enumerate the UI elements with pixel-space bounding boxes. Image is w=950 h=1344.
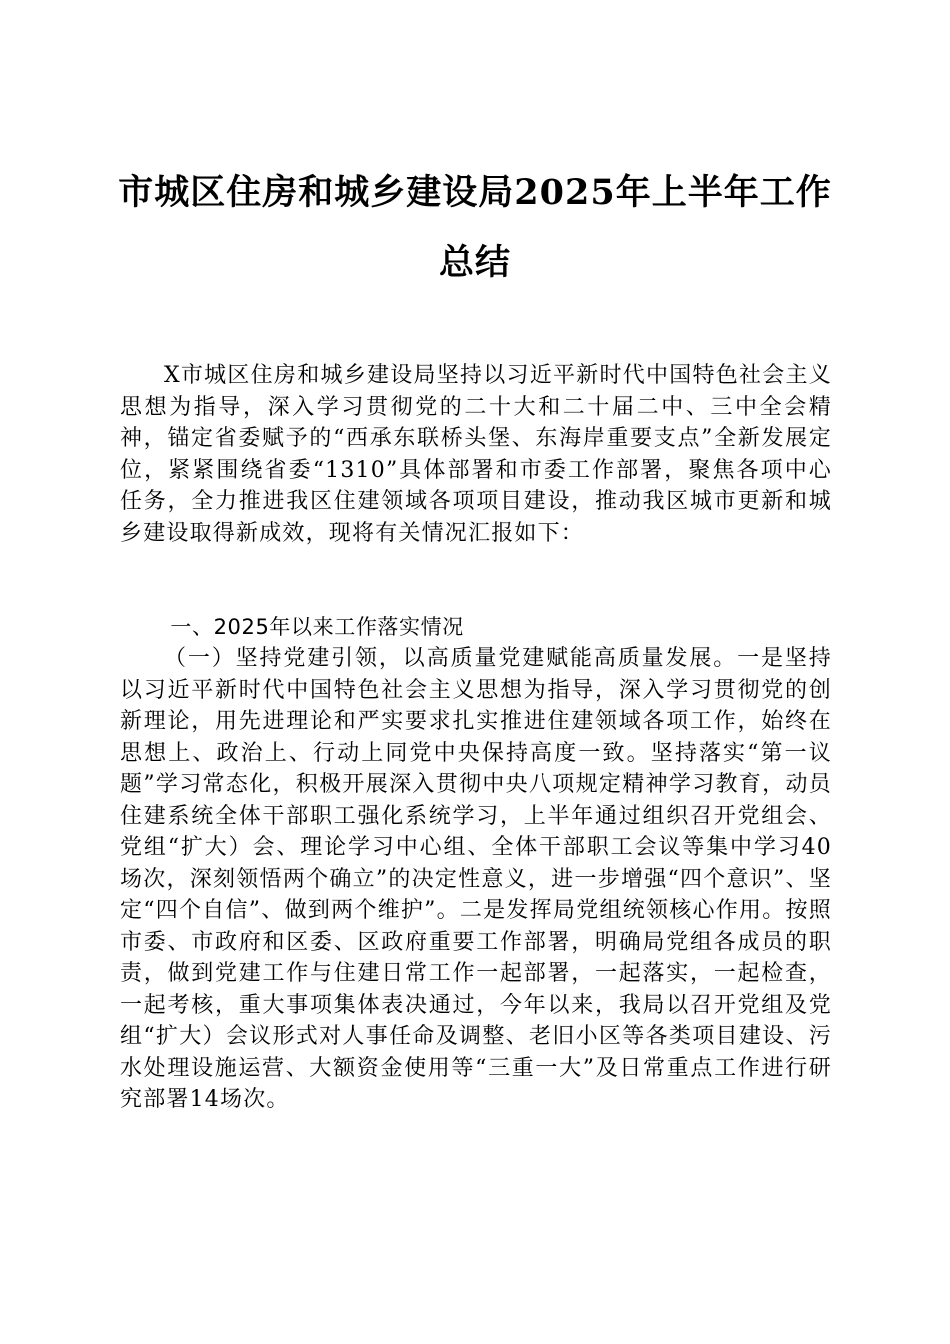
section-heading: 一、2025年以来工作落实情况 <box>170 615 464 639</box>
document-title-line-1: 市城区住房和城乡建设局2025年上半年工作 <box>118 172 832 213</box>
intro-paragraph: X市城区住房和城乡建设局坚持以习近平新时代中国特色社会主义思想为指导，深入学习贯彻党的二十大和二十届二中、三中全会精神，锚定省委赋予的“西承东联桥头堡、东海岸重要支点”全新发展定位，紧紧围绕省委“1310”具体部署和市委工作部署，聚焦各项中心任务，全力推进我区住建领域各项项目建设，推动我区城市更新和城乡建设取得新成效，现将有关情况汇报如下： <box>120 363 832 546</box>
document-title-line-2: 总结 <box>438 242 511 283</box>
section-paragraph: （一）坚持党建引领，以高质量党建赋能高质量发展。一是坚持以习近平新时代中国特色社会主义思想为指导，深入学习贯彻党的创新理论，用先进理论和严实要求扎实推进住建领域各项工作，始终在思想上、政治上、行动上同党中央保持高度一致。坚持落实“第一议题”学习常态化，积极开展深入贯彻中央八项规定精神学习教育，动员住建系统全体干部职工强化系统学习，上半年通过组织召开党组会、党组“扩大）会、理论学习中心组、全体干部职工会议等集中学习40场次，深刻领悟两个确立”的决定性意义，进一步增强“四个意识”、坚定“四个自信”、做到两个维护”。二是发挥局党组统领核心作用。按照市委、市政府和区委、区政府重要工作部署，明确局党组各成员的职责，做到党建工作与住建日常工作一起部署，一起落实，一起检查，一起考核，重大事项集体表决通过，今年以来，我局以召开党组及党组“扩大）会议形式对人事任命及调整、老旧小区等各类项目建设、污水处理设施运营、大额资金使用等“三重一大”及日常重点工作进行研究部署14场次。 <box>120 646 832 1112</box>
